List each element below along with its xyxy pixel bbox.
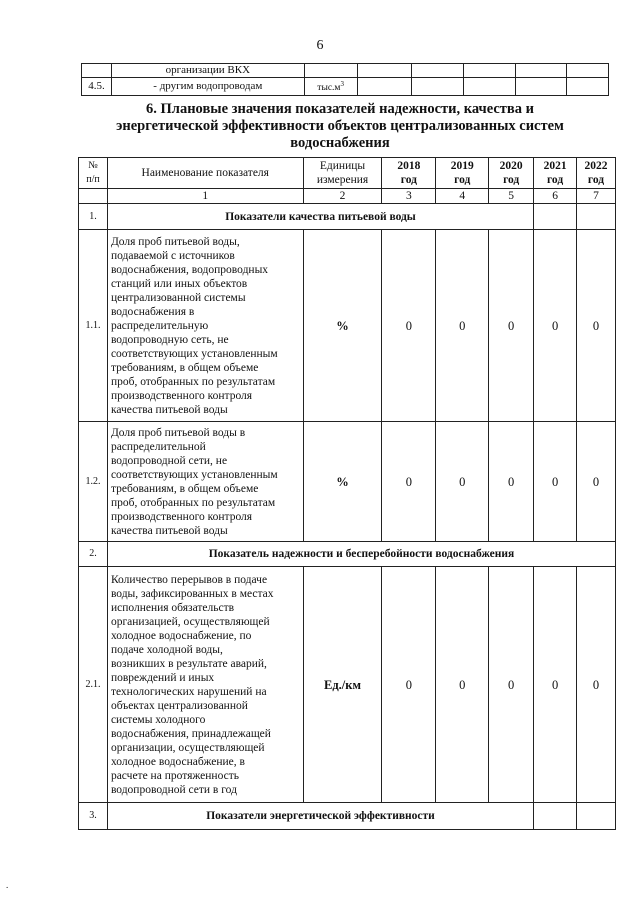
value-2019: 0 xyxy=(436,230,489,422)
section-title: Показатели энергетической эффективности xyxy=(107,803,533,830)
section-title: Показатель надежности и бесперебойности водоснабжения xyxy=(107,542,615,567)
value-2018: 0 xyxy=(382,567,436,803)
table-row xyxy=(79,422,616,542)
row-unit: Ед./км xyxy=(303,567,382,803)
header-number: № п/п xyxy=(79,158,108,189)
value-2018: 0 xyxy=(382,230,436,422)
section-number: 2. xyxy=(79,542,108,567)
section-row xyxy=(79,803,616,830)
value-2022: 0 xyxy=(577,230,616,422)
value-2018: 0 xyxy=(382,422,436,542)
value-2022: 0 xyxy=(577,567,616,803)
section-row xyxy=(79,542,616,567)
header-year-2022: 2022 год xyxy=(577,158,616,189)
row-name: организации ВКХ xyxy=(111,64,304,78)
row-number: 4.5. xyxy=(82,78,112,96)
header-row xyxy=(79,158,616,189)
table-row xyxy=(82,78,609,96)
previous-table-fragment xyxy=(81,63,609,96)
header-name: Наименование показателя xyxy=(107,158,303,189)
section-heading: 6. Плановые значения показателей надежности, качества и энергетической эффективности объектов централизованных систем водоснабжения xyxy=(116,101,564,151)
row-number: 1.2. xyxy=(79,422,108,542)
header-year-2020: 2020 год xyxy=(489,158,534,189)
table-row xyxy=(79,230,616,422)
row-description: Доля проб питьевой воды в распределительной водопроводной сети, не соответствующих установленным требованиям, в общем объеме проб, отобранных по результатам производственного контроля качества питьевой воды xyxy=(107,422,303,542)
value-2019: 0 xyxy=(436,422,489,542)
indicators-table xyxy=(78,157,616,830)
value-2021: 0 xyxy=(534,230,577,422)
row-unit: % xyxy=(303,422,382,542)
table-row xyxy=(82,64,609,78)
header-unit: Единицы измерения xyxy=(303,158,382,189)
table-row xyxy=(79,567,616,803)
value-2020: 0 xyxy=(489,422,534,542)
row-description: Количество перерывов в подаче воды, зафиксированных в местах исполнения обязательств организацией, осуществляющей холодное водоснабжение, по подаче холодной воды, возникших в результате аварий, повреждений и иных технологических нарушений на объектах централизованной системы холодного водоснабжения, принадлежащей организации, осуществляющей холодное водоснабжение, в расчете на протяженность водопроводной сети в год xyxy=(107,567,303,803)
row-description: Доля проб питьевой воды, подаваемой с источников водоснабжения, водопроводных станций или иных объектов централизованной системы водоснабжения в распределительную водопроводную сеть, не соответствующих установленным требованиям, в общем объеме проб, отобранных по результатам производственного контроля качества питьевой воды xyxy=(107,230,303,422)
row-unit: % xyxy=(303,230,382,422)
edge-mark: . xyxy=(6,880,9,890)
header-year-2018: 2018 год xyxy=(382,158,436,189)
value-2022: 0 xyxy=(577,422,616,542)
row-unit: $тыс.м^3$ xyxy=(304,78,357,96)
section-title: Показатели качества питьевой воды xyxy=(107,204,533,230)
header-year-2019: 2019 год xyxy=(436,158,489,189)
row-number: 2.1. xyxy=(79,567,108,803)
page-number: 6 xyxy=(316,38,324,53)
index-row: 1 2 3 4 5 6 7 xyxy=(79,189,616,204)
section-row xyxy=(79,204,616,230)
section-number: 1. xyxy=(79,204,108,230)
value-2019: 0 xyxy=(436,567,489,803)
value-2020: 0 xyxy=(489,567,534,803)
value-2021: 0 xyxy=(534,422,577,542)
header-year-2021: 2021 год xyxy=(534,158,577,189)
value-2021: 0 xyxy=(534,567,577,803)
row-name: - другим водопроводам xyxy=(111,78,304,96)
row-number: 1.1. xyxy=(79,230,108,422)
value-2020: 0 xyxy=(489,230,534,422)
section-number: 3. xyxy=(79,803,108,830)
